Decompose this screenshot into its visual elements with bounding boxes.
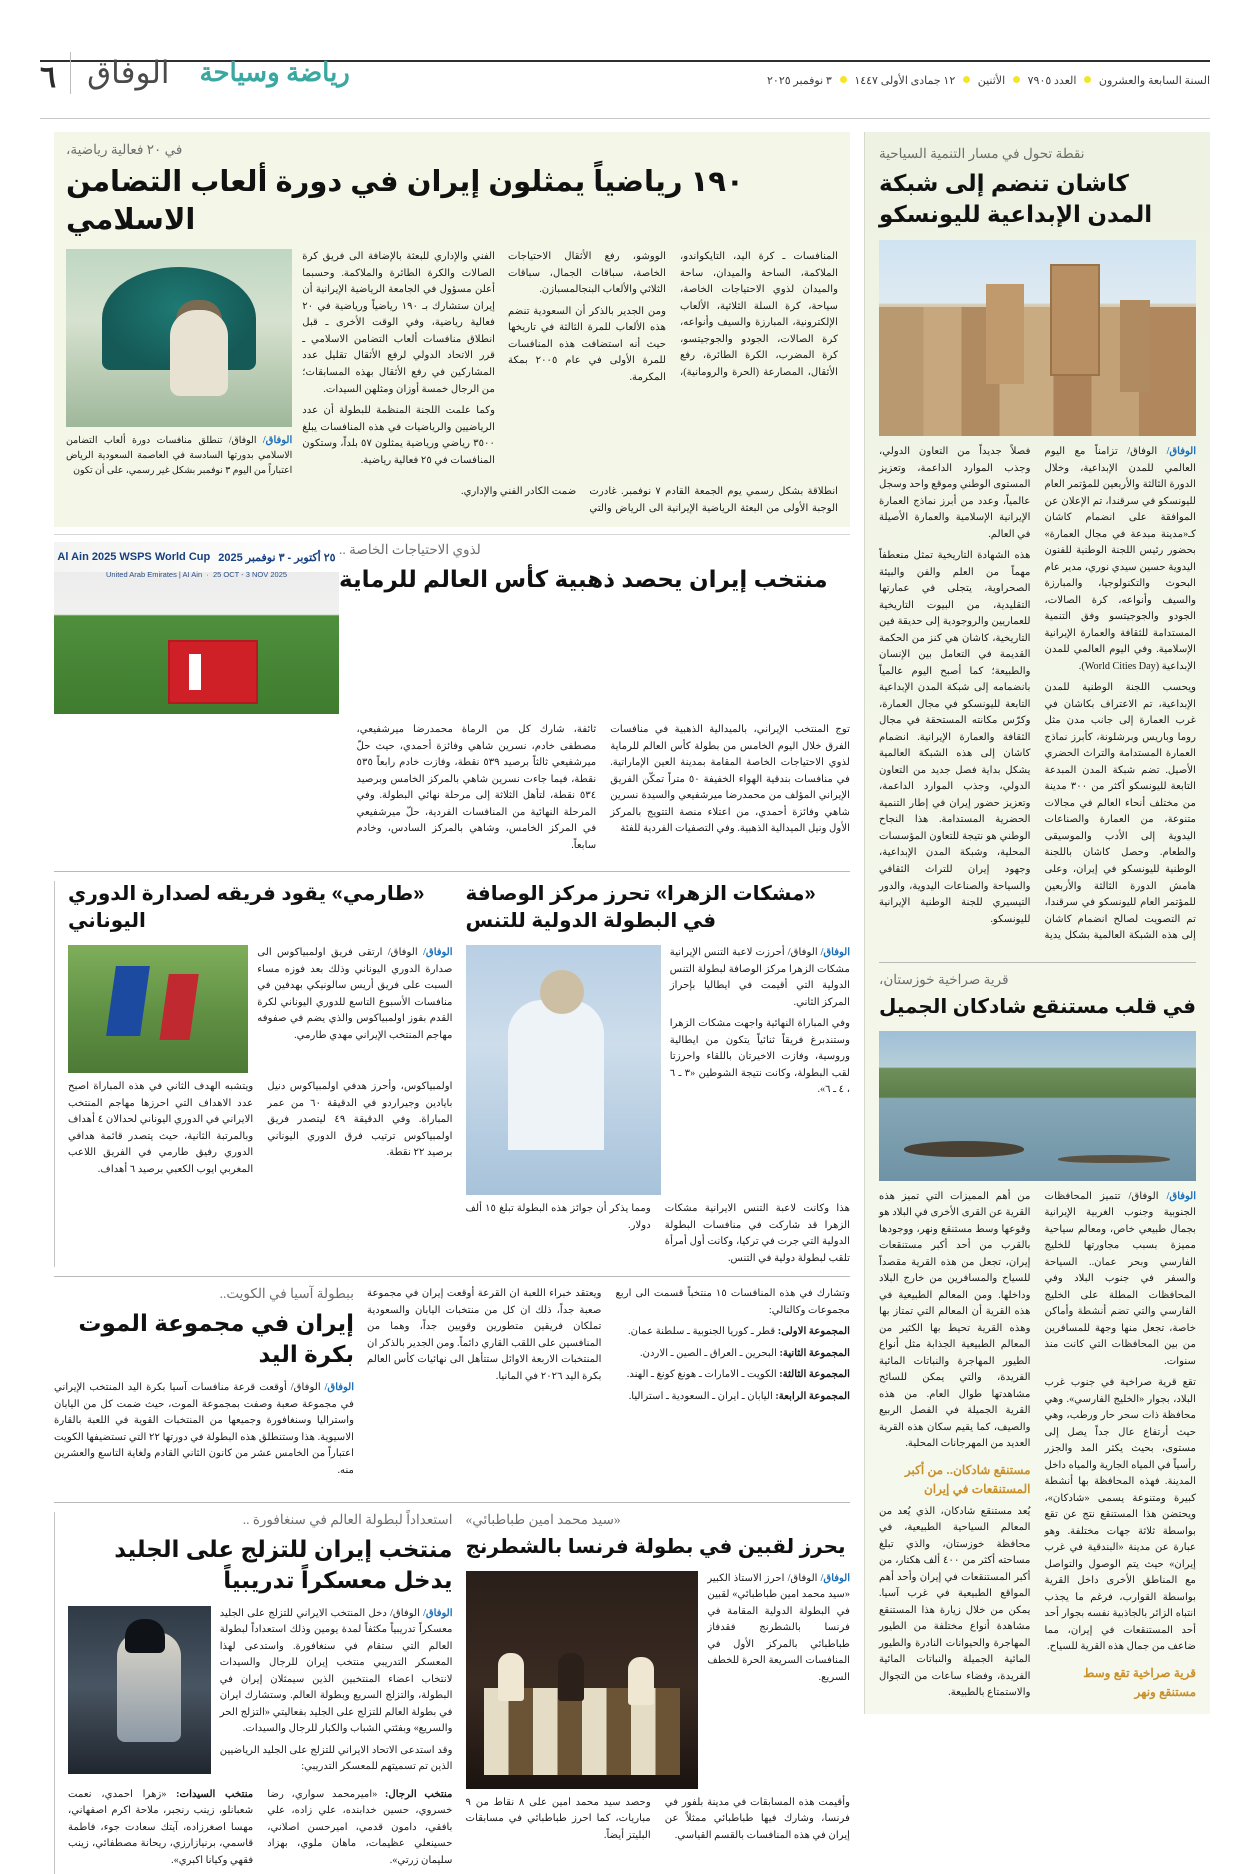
games-c3-wrap <box>302 249 495 398</box>
kashan-body <box>879 444 1196 944</box>
tarmi-photo-col <box>68 945 248 1073</box>
wsps-banner-date-ar: ٢٥ أكتوبر - ٣ نوفمبر 2025 <box>218 551 336 564</box>
article-handball <box>54 1286 850 1484</box>
khuzestan-p2-wrap <box>1045 1375 1197 1656</box>
sidebar-divider <box>879 962 1196 963</box>
masthead-bottom-rule <box>40 118 1210 119</box>
issue-weekday: الأثنين <box>977 75 1006 87</box>
handball-c2: وتشارك في هذه المنافسات ١٥ منتخباً قسمت الى اربع مجموعات وكالتالي: <box>615 1288 850 1316</box>
kashan-paragraph <box>1045 444 1197 675</box>
paper-name: الوفاق <box>70 52 185 94</box>
ski-text-col <box>211 1606 453 1781</box>
ski-body-a <box>220 1606 453 1776</box>
tarmi-c2: اولمبياكوس، وأحرز هدفي اولمبياكوس دنيل بايادين وجيراردو في الدقيقة ٦٠ من عمر المباراة. وفي الدقيقة ٤٩ ليتصدر فريق اولمبياكوس ترتيب فرق الدوري اليوناني برصيد ٢٢ نقطة. <box>267 1081 453 1159</box>
wsps-banner <box>54 542 339 572</box>
byline-tag: الوفاق/ <box>1166 1190 1197 1202</box>
handball-group-2-label: المجموعة الثانية: <box>779 1347 850 1359</box>
khuzestan-sub2-text-wrap <box>879 1504 1031 1702</box>
games-c2: ومن الجدير بالذكر أن السعودية تنضم هذه الألعاب للمرة الثالثة في تاريخها حيث أنه استضافت هذه المنافسات للمرة الأولى في عام ٢٠٠٥ بمكة المكرمة. <box>508 305 666 383</box>
wsps-banner-title: Al Ain 2025 WSPS World Cup <box>57 551 211 564</box>
chess-c2-wrap <box>665 1795 850 1845</box>
byline-tag: الوفاق/ <box>1166 446 1196 458</box>
games-right-inner <box>66 249 495 478</box>
chess-photo-col <box>466 1571 699 1789</box>
wsps-banner-sub: United Arab Emirates | AI Ain · 25 OCT - 3 NOV 2025 <box>105 570 288 580</box>
article-tarmi <box>54 881 453 1267</box>
main-divider-2 <box>54 871 850 872</box>
ski-c1-wrap <box>220 1606 453 1738</box>
ski-roster-women-names: «زهرا احمدي، نعمت شعبانلو، زينب رنجبر، ملاحة اكرم اصفهاني، مهسا اصغرزاده، آيتك سعادت جوء، فاطمة قاسمي، برنيازارزي، ريحانة مصطفائي، زينب فقهي وكيانا اكبري». <box>68 1788 254 1866</box>
ski-roster-men-label: منتخب الرجال: <box>384 1788 453 1800</box>
handball-group-3-teams: الكويت ـ الامارات ـ هونغ كونغ ـ الهند. <box>626 1369 777 1381</box>
games-c3-col <box>292 249 495 478</box>
games-kicker: في ٢٠ فعالية رياضية، <box>66 142 183 157</box>
handball-header-row <box>54 1286 850 1484</box>
tennis-c3: وفي المباراة النهائية واجهت مشكات الزهرا وستندبرغ فريقاً ثنائياً يتكون من ايطالية وروسية، وفازت الاخيرتان باللقاء واحرزتا لقب البطولة، وكانت نتيجة الشوطين «٣ ـ ٦ ، ٤ ـ ٦». <box>669 1018 850 1096</box>
handball-c1-wrap <box>54 1380 354 1479</box>
ski-headline: منتخب إيران للتزلج على الجليد يدخل معسكراً تدريبياً <box>114 1535 453 1593</box>
khuzestan-sub1-text: من أهم المميزات التي تميز هذه القرية عن القرى الأخرى في البلاد هو وقوعها وسط مستنقع ونهر، ووجودها بالقرب من أحد أكبر مستنقعات إيران، تجعل من هذه القرية مقصداً للسياح والمسافرين من خارج البلاد وداخلها. ومن المعالم الطبيعية في هذه القرية أن المعالم التي تمتاز بها وهذه القرية تحيط بها الكثير من المعالم الطبيعية الجذابة مثل أنواع الطيور المهاجرة والنباتات المائية الفريدة، والتي يمكن للسائح مشاهدتها طوال العام. من هذه القرية الجميلة في الفصل الربيع والصيف، كما يقيم سكان هذه القرية العديد من المهرجانات المحلية. <box>879 1190 1031 1450</box>
handball-group-3 <box>616 1367 851 1384</box>
article-chess <box>453 1512 851 1874</box>
byline-tag: الوفاق/ <box>820 947 850 959</box>
chess-c1: الوفاق/ احرز الاستاذ الكبير «سيد محمد امين طباطبائي» لقبين في البطولة الدولية المقامة في فرنسا بالشطرنج فقدفاز طباطبائي بالمركز الأول في المنافسات السريعة الحرة للخطف السريع. <box>707 1572 850 1683</box>
kashan-kicker: نقطة تحول في مسار التنمية السياحية <box>879 146 1085 161</box>
tarmi-inner <box>68 945 453 1073</box>
tennis-c1: الوفاق/ أحرزت لاعبة التنس الإيرانية مشكات الزهرا مركز الوصافة لبطولة التنس الدولية التي أقيمت في ايطاليا بإحراز المركز الثاني. <box>669 947 850 1008</box>
handball-head-col <box>54 1286 367 1484</box>
ski-inner <box>68 1606 453 1781</box>
khuzestan-sub2-text: يُعد مستنقع شادكان، الذي يُعد من المعالم السياحية الطبيعية، في محافظة خوزستان، والذي تبلغ مساحته أكثر من ٤٠٠ ألف هكتار، من أكبر المستنقعات في إيران وأحد أهم المواقع الطبيعية في غرب آسيا. يمكن من خلال زيارة هذا المستنقع مشاهدة أنواع مختلفة من الطيور المهاجرة والحيوانات النادرة والطيور المائية الجميلة والنباتات المائية الفريدة، وفضاء ساعات من التجوال والاستمتاع بالطبيعة. <box>879 1505 1031 1699</box>
main-divider-1 <box>54 534 850 535</box>
handball-groups <box>367 1286 850 1405</box>
shooting-header-row <box>54 542 850 714</box>
khuzestan-body <box>879 1189 1196 1707</box>
shooting-photo-col <box>54 542 339 714</box>
tarmi-c3-wrap <box>68 1079 253 1178</box>
games-c2-wrap <box>508 304 666 387</box>
mid-articles-row <box>54 881 850 1267</box>
games-c4: وكما علمت اللجنة المنظمة للبطولة أن عدد الرياضيين والرياضيات في هذه المنافسات يبلغ ٣٥٠٠ رياضي ورياضية يمثلون ٥٧ بلداً، وستكون المنافسات في ٢٥ فعالية رياضية. <box>302 405 495 466</box>
games-c1: المنافسات ـ كرة اليد، التايكواندو، الملاكمة، الساحة والميدان، ساحة والميدان لذوي الاحتياجات الخاصة، سياحة، كرة السلة الثلاثية، الألعاب الإلكترونية، المبارزة والسيف وأنواعه، كرة الصالات، الجودو والجوجيتسو، كرة المضرب، الكرة الطائرة، رفع الأثقال، المصارعة (الحرة والرومانية)، الووشو، رفع الأثقال الاحتياجات الخاصة، سباقات الجمال، سباقات الثلاثي والألعاب البنجالمسبازن. <box>508 251 838 378</box>
article-khuzestan <box>879 972 1196 1707</box>
chess-c3: وحصد سيد محمد امين على ٨ نقاط من ٩ مباريات، كما احرز طباطبائي في مسابقات البليتز أيضاً. <box>465 1796 651 1841</box>
ski-c1: الوفاق/ دخل المنتخب الايراني للتزلج على الجليد معسكراً تدريبياً مكثفاً لمدة يومين وذلك استعداداً لبطولة العالم التي ستقام في سنغافورة. واستدعى لهذا المعسكر التدريبي منتخب إيران للرجال والسيدات لانتخاب اعضاء المنتخبين الذين سيمثلان إيران في البطولة، والتزلج السريع وبطولة العالم. وستشارك ايران في بطولة العالم للتزلج على الجليد بفعاليتي «التزلج الحر والسريع» وبفئتي الشباب والكبار للرجال والسيدات. <box>219 1607 453 1735</box>
ski-c2: وقد استدعى الاتحاد الايراني للتزلج على الجليد الرياضيين الذين تم تسميتهم للمعسكر التدريبي: <box>219 1744 453 1773</box>
bottom-articles-row <box>54 1512 850 1874</box>
games-c5-wrap <box>328 484 838 517</box>
shooting-head-text <box>339 542 850 714</box>
separator-dot-icon <box>1084 76 1091 83</box>
ski-roster-women-label: منتخب السيدات: <box>176 1788 254 1800</box>
tennis-body-b <box>466 1201 851 1267</box>
byline-tag: الوفاق/ <box>324 1382 355 1394</box>
shooting-headline: منتخب إيران يحصد ذهبية كأس العالم للرماية <box>339 566 828 593</box>
handball-groups-col <box>367 1286 850 1484</box>
tarmi-c3: ويتشبه الهدف الثاني في هذه المباراة اصبح عدد الاهداف التي احرزها مهاجم المنتخب الايراني في الدوري اليوناني لحدالان ٤ أهداف وبالمرتبة الثانية، حيث يتصدر قائمة هدافي الدوري رفيق طارمي في الفريق اللاعب المغربي ايوب الكعبي برصيد ٦ أهداف. <box>68 1081 254 1175</box>
issue-gregorian-date: ٣ نوفمبر ٢٠٢٥ <box>767 75 832 87</box>
tennis-inner <box>466 945 851 1195</box>
islamic-solidarity-games-mascot-photo <box>66 249 292 427</box>
handball-group-1-teams: قطر ـ كوريا الجنوبية ـ سلطنة عمان. <box>628 1326 776 1338</box>
section-title: رياضة وسياحة <box>199 58 350 88</box>
chess-c1-wrap <box>707 1571 850 1687</box>
games-text-left <box>495 249 838 478</box>
tennis-headline: «مشكات الزهرا» تحرز مركز الوصافة في البطولة الدولية للتنس <box>465 883 816 933</box>
issue-number: العدد ٧٩٠٥ <box>1027 75 1077 87</box>
handball-group-4-label: المجموعة الرابعة: <box>775 1390 850 1402</box>
handball-group-1 <box>616 1324 851 1341</box>
games-layout <box>66 249 838 478</box>
handball-group-3-label: المجموعة الثالثة: <box>779 1369 850 1381</box>
ski-roster-men <box>267 1787 452 1870</box>
issue-hijri-date: ١٢ جمادى الأولى ١٤٤٧ <box>854 75 956 87</box>
handball-headline: إيران في مجموعة الموت بكرة اليد <box>78 1310 354 1368</box>
chess-c2: وأقيمت هذه المسابقات في مدينة بلفور في فرنسا، وشارك فيها طباطبائي ممثلاً عن إيران في هذه المنافسات بالقسم القياسي. <box>664 1796 850 1841</box>
tennis-c4-wrap <box>466 1201 651 1234</box>
shooting-c1: ثائفة، شارك كل من الرماة محمدرضا ميرشفيعي، مصطفى خادم، نسرين شاهي وفائزة أحمدي، حيث حلّ ميرشفيعي ثالثاً برصيد ٥٣٩ نقطة، وفازت خادم رابعاً ٥٣٥ نقطة، فيما جاءت نسرين شاهي بالمركز الخامس وبرصيد ٥٣٤ نقطة، لتأهل الثلاثة إلى مرحلة نهائي البطولة. وفي المرحلة النهائية من المنافسات الفردية، حلّ ميرشفيعي في المركز الخامس، وشاهي بالمركز السادس، وخادم سابعاً. <box>356 724 597 851</box>
main-divider-4 <box>54 1502 850 1503</box>
khuzestan-wetland-boat-photo <box>879 1031 1196 1181</box>
ski-kicker: استعداداً لبطولة العالم في سنغافورة .. <box>242 1511 453 1527</box>
handball-c2-wrap <box>616 1286 851 1319</box>
games-caption-wrap <box>66 433 292 478</box>
main-column <box>40 132 864 1866</box>
page-number: ٦ <box>40 61 57 95</box>
main-divider-3 <box>54 1276 850 1277</box>
shooting-kicker: لذوي الاحتياجات الخاصة .. <box>339 542 481 558</box>
masthead-branding <box>40 52 364 94</box>
tennis-c4: ومما يذكر أن جوائز هذه البطولة تبلغ ١٥ ألف دولار. <box>465 1203 651 1231</box>
page-content <box>40 132 1210 1866</box>
article-kashan <box>879 146 1196 945</box>
tarmi-headline: «طارمي» يقود فريقه لصدارة الدوري اليوناني <box>68 883 425 933</box>
tennis-text-col <box>661 945 850 1195</box>
games-c5: انطلاقة بشكل رسمي يوم الجمعة القادم ٧ نوفمبر. غادرت الوجبة الأولى من البعثة الرياضية الإيرانية الى الرياض والتي ضمت الكادر الفني والإداري. <box>461 486 838 514</box>
footballer-action-photo <box>68 945 248 1073</box>
tarmi-c1-wrap <box>257 945 452 1044</box>
wsps-sub-location: United Arab Emirates | AI Ain <box>105 570 203 580</box>
chess-kicker: «سيد محمد امين طباطبائي» <box>465 1511 621 1527</box>
khuzestan-headline: في قلب مستنقع شادكان الجميل <box>879 995 1196 1018</box>
chess-headline: يحرز لقبين في بطولة فرنسا بالشطرنج <box>465 1535 846 1558</box>
handball-group-1-label: المجموعة الاولى: <box>777 1326 850 1338</box>
chess-c3-wrap <box>466 1795 651 1845</box>
khuzestan-p2: تقع قرية صراخية في جنوب غرب البلاد، بجوار «الخليج الفارسي». وهي محافظة ذات سحر حار ورطب، وهي حيث أرتفاع عال جداً يصل إلى مستوى، بحيث يكثر المد والجزر رأسياً في المياه الجارية والمياه داخل المدينة. فهذه المحافظة بها أنشطة كبيرة ومتنوعة يسمى «شادكان»، ويحتضن هذا المستنقع نتج عن تقع بواسطة ثلاثة جهات مختلفة. وهو عبارة عن مدينة «البندقية في غرب إيران» حيث يتم الوصول والتواصل مع المناطق الأخرى داخل القرية بواسطة القوارب، فرغم ما يجذب انتباه الزائر بالجاذبية نفسه بجوار أحد أحد المستنقعات في إيران، مما ضاعف من جمال هذه القرية للسياح. <box>1044 1377 1196 1653</box>
games-bottom-text <box>66 484 838 517</box>
handball-body <box>54 1380 354 1479</box>
tarmi-c1: الوفاق/ ارتقى فريق اولمبياكوس الى صدارة الدوري اليوناني وذلك بعد فوزه مساء السبت على فريق أريس سالونيكي بهدفين في منافسات الأسبوع التاسع للدوري اليوناني لكرة القدم بفوز اولمبياكوس والذي يضم في صفوفه مهاجم المنتخب الإيراني مهدي طارمي. <box>257 947 453 1041</box>
khuzestan-p1-wrap <box>1045 1189 1197 1371</box>
byline-tag: الوفاق/ <box>423 947 453 959</box>
kashan-p2: ويحسب اللجنة الوطنية للمدن الإبداعية، تم الاعتراف بكاشان في غرب العمارة إلى جانب مدن مثل روما وباريس وبرشلونة، كأبرز نماذج العمارة المستدامة والتراث الحضري الأصيل. تضم شبكة المدن المبدعة التابعة لليونسكو أكثر من ٣٠٠ مدينة من مختلف أنحاء العالم في مجالات متنوعة، من العمارة والصناعات اليدوية إلى الأدب والموسيقى والطعام. وحصل كاشان باللجنة الوطنية لليونسكو في إيران، وعلى هامش الدورة الثالثة والأربعين للمؤتمر العام لليونسكو في سرقندا، تم التصويت لصالح انضمام كاشان إلى هذه الشبكة العالمية بشكل يدية فصلاً جديداً من التعاون الدولي، وجذب الموارد الداعمة، وتعزيز المستوى الوطني وموقع واحد وسجل عالمياً، وعدد من أبرز نماذج العمارة الإيرانية الإسلامية والعمارة الأصيلة في العالم. <box>879 446 1196 942</box>
games-photo-col <box>66 249 292 478</box>
handball-closing-wrap <box>367 1286 602 1385</box>
kashan-windcatchers-photo <box>879 240 1196 436</box>
handball-kicker: ببطولة آسيا في الكويت.. <box>219 1286 354 1302</box>
tarmi-body-a <box>257 945 452 1044</box>
tennis-c1-wrap <box>670 945 850 1011</box>
tarmi-body-b <box>68 1079 453 1178</box>
handball-group-4 <box>616 1389 851 1406</box>
ski-c2-wrap <box>220 1743 453 1776</box>
shooting-c2: توج المنتخب الإيراني، بالميدالية الذهبية في منافسات الفرق خلال اليوم الخامس من بطولة كأس العالم للرماية لذوي الاحتياجات الخاصة المقامة بمدينة العين الإماراتية. في منافسات بندقية الهواء الخفيفة ٥٠ متراً تمكّن الفريق الإيراني المؤلف من محمدرضا ميرشفيعي والسيدة نسرين شاهي وفائزة أحمدي، من اعتلاء منصة التتويج بالمركز الأول ونيل الميدالية الذهبية. وفي التصفيات الفردية للفئة <box>610 724 850 835</box>
byline-tag: الوفاق/ <box>820 1572 851 1584</box>
ski-rosters <box>68 1787 453 1874</box>
games-c3: الفني والإداري للبعثة بالإضافة الى فريق كرة الصالات والكرة الطائرة والملاكمة. وحسبما أعلن مسؤول في الجامعة الرياضية الإيرانية أن إيران ستشارك بـ ١٩٠ رياضياً ورياضية في ٢٠ فعالية رياضية، وفي الوقت الأخرى ـ قبل انطلاق منافسات ألعاب التضامن الاسلامي ـ قرر الاتحاد الدولي لرفع الأثقال تقليل عدد المشاركين في رفع الأثقال بهذه المسابقات؛ من الرجال خمسة أوزان ومثلهن السيدات. <box>302 251 496 395</box>
games-text-right <box>66 249 495 478</box>
ice-skating-athlete-photo <box>68 1606 211 1774</box>
shooting-body <box>356 722 850 854</box>
article-ski <box>54 1512 453 1874</box>
khuzestan-kicker: قرية صراخية خوزستان، <box>879 971 1009 987</box>
ski-roster-women <box>68 1787 253 1870</box>
wsps-sub-dates: 25 OCT - 3 NOV 2025 <box>212 570 288 580</box>
games-c4-wrap <box>302 403 495 469</box>
handball-group-2 <box>616 1346 851 1363</box>
kashan-p3-wrap <box>879 548 1031 928</box>
chess-body-b <box>466 1795 851 1850</box>
kashan-p3: هذه الشهادة التاريخية تمثل منعطفاً مهماً من العلم والفن والبيئة الصحراوية، يتجلى في عمارتها التقليدية، من البيوت التاريخية للعماريين والروجودية إلى حديقة فين التاريخية، كاشان هي كنز من الحكمة القديمة في التعامل بين الإنسان والطبيعة؛ كما أصبح اليوم عالمياً بانضمامه إلى شبكة المدن الإبداعية التابعة لليونسكو في مجال العمارة، وكرّس مكانته المستحقة في مجال الثقافة والعمارة الإيرانية. انضمام كاشان إلى هذه الشبكة العالمية يشكل بداية فصل جديد من التعاون الدولي، وجذب الموارد الداعمة، وتعزيز حضور إيران في إطار التنمية الحضرية المستدامة. هذا النجاح الوطني هو نتيجة للتعاون المؤسسات المحلية، وشبكة المدن الإبداعية، وجهود إيران للتراث الثقافي والسياحة والصناعات اليدوية، والدور التيسيري للجنة الوطنية الإيرانية لليونسكو. <box>879 550 1031 925</box>
kashan-headline: كاشان تنضم إلى شبكة المدن الإبداعية لليونسكو <box>879 170 1153 228</box>
ski-photo-col <box>68 1606 211 1781</box>
issue-year: السنة السابعة والعشرون <box>1098 75 1210 87</box>
wsps-world-cup-podium-photo <box>54 542 339 714</box>
byline-tag: الوفاق/ <box>423 1607 453 1619</box>
tennis-c3-wrap <box>670 1016 850 1099</box>
handball-group-2-teams: البحرين ـ العراق ـ الصين ـ الاردن. <box>639 1347 777 1359</box>
ski-roster-men-names: «اميرمحمد سواري، رضا خسروي، حسين خدابنده، علي زاده، علي بافقي، دامون قدمي، اميرحسن اصلاني، حسينعلي عظيمات، ماهان ملوي، بهزاد سليمان زرتي». <box>267 1788 453 1866</box>
handball-closing: ويعتقد خبراء اللعبة ان القرعة أوقعت إيران في مجموعة صعبة جداً، ذلك ان كل من منتخبات اليابان والسعودية تملكان فريقين متطورين وقويين جداً، وهما من المنافسين على اللقب القاري دائماً. ومن الجدير بالذكر ان المنتخبات الاربعة الاوائل ستتأهل الى نهائيات كأس العالم بكرة اليد ٢٠٢٦ في المانيا. <box>367 1288 602 1382</box>
issue-info <box>767 52 1210 87</box>
shooting-c1-wrap <box>357 722 597 854</box>
games-headline: ١٩٠ رياضياً يمثلون إيران في دورة ألعاب التضامن الاسلامي <box>66 166 744 236</box>
khuzestan-subhead-2: مستنقع شادكان.. من أكبر المستنقعات في إيران <box>904 1462 1031 1497</box>
games-caption: الوفاق/ تنطلق منافسات دورة ألعاب التضامن الاسلامي بدورتها السادسة في العاصمة السعودية الرياض اعتباراً من اليوم ٣ نوفمبر بشكل غير رسمي، على أن تكون <box>66 436 293 476</box>
article-shooting <box>54 542 850 854</box>
chess-player-photo <box>466 1571 699 1789</box>
handball-group-4-teams: اليابان ـ ايران ـ السعودية ـ استراليا. <box>628 1390 773 1402</box>
masthead <box>40 52 1210 112</box>
article-tennis <box>453 881 851 1267</box>
kashan-p1: الوفاق/ تزامناً مع اليوم العالمي للمدن الإبداعية، وخلال الدورة الثالثة والأربعين للمؤتمر العام لليونسكو في سرقندا، تم الإعلان عن الموافقة على انضمام كاشان كـ«مدينة مبدعة في مجال العمارة» بحضور رئيس اللجنة الوطنية للفنون اليدوية حسين سيدي نوري، مدير عام البحوث والتكنولوجيا، والمبارزة والسيف وأنواعه، كرة الصالات، الجودو والجوجيتسو وفق التنمية المستدامة للثقافة والعمارة الإيرانية الإسلامية. وفي اليوم العالمي للمدن الإبداعية (World Cities Day). <box>1044 446 1196 672</box>
tennis-body-a <box>670 945 850 1099</box>
chess-body-a <box>707 1571 850 1687</box>
tennis-photo-col <box>466 945 661 1195</box>
tennis-c2: هذا وكانت لاعبة التنس الايرانية مشكات الزهرا قد شاركت في منافسات البطولة الدولية التي جرت في تركيا، وكانت أول أمرأة تلقب لبطولة دولية في التنس. <box>664 1203 850 1264</box>
article-islamic-games <box>54 132 850 527</box>
tennis-player-serve-photo <box>466 945 661 1195</box>
tarmi-text-col <box>248 945 452 1073</box>
chess-text-col <box>698 1571 850 1789</box>
chess-inner <box>466 1571 851 1789</box>
tennis-c2-wrap <box>665 1201 850 1267</box>
khuzestan-sub1-text-wrap <box>879 1189 1031 1453</box>
separator-dot-icon <box>963 76 970 83</box>
separator-dot-icon <box>1013 76 1020 83</box>
khuzestan-p1: الوفاق/ تتميز المحافظات الجنوبية وجنوب الغربية الإيرانية بجمال طبيعي خاص، ومعالم سياحية مميزة بسبب مجاورتها للخليج الفارسي وبحر عمان.. السياحة والسفر في جنوب البلاد وفي المحافظات المطلة على الخليج الفارسي والتي تضم أنشطة وأماكن خاصة، تجعل منها وجهة للمسافرين من بين المحافظات التي كانت منذ سنوات. <box>1044 1190 1196 1367</box>
shooting-c2-wrap <box>610 722 850 838</box>
handball-c1: الوفاق/ أوقعت قرعة منافسات آسيا بكرة اليد المنتخب الإيراني في مجموعة صعبة وصفت بمجموعة الموت، حيث ضمت كل من اليابان واستراليا وسنغافورة وجميعها من المنتخبات القوية في اللعبة بالقارة الاسيوية. هذا وستنطلق هذه البطولة في دورتها ٢٢ التي تستضيفها الكويت اعتباراً من الخامس عشر من كانون الثاني القادم ولغاية التاسع والعشرين منه. <box>54 1382 354 1476</box>
sidebar-column <box>864 132 1210 1714</box>
byline-tag: الوفاق/ <box>262 435 293 447</box>
khuzestan-subhead-1: قرية صراخية تقع وسط مستنقع ونهر <box>1083 1666 1196 1700</box>
separator-dot-icon <box>840 76 847 83</box>
tarmi-c2-wrap <box>267 1079 452 1162</box>
